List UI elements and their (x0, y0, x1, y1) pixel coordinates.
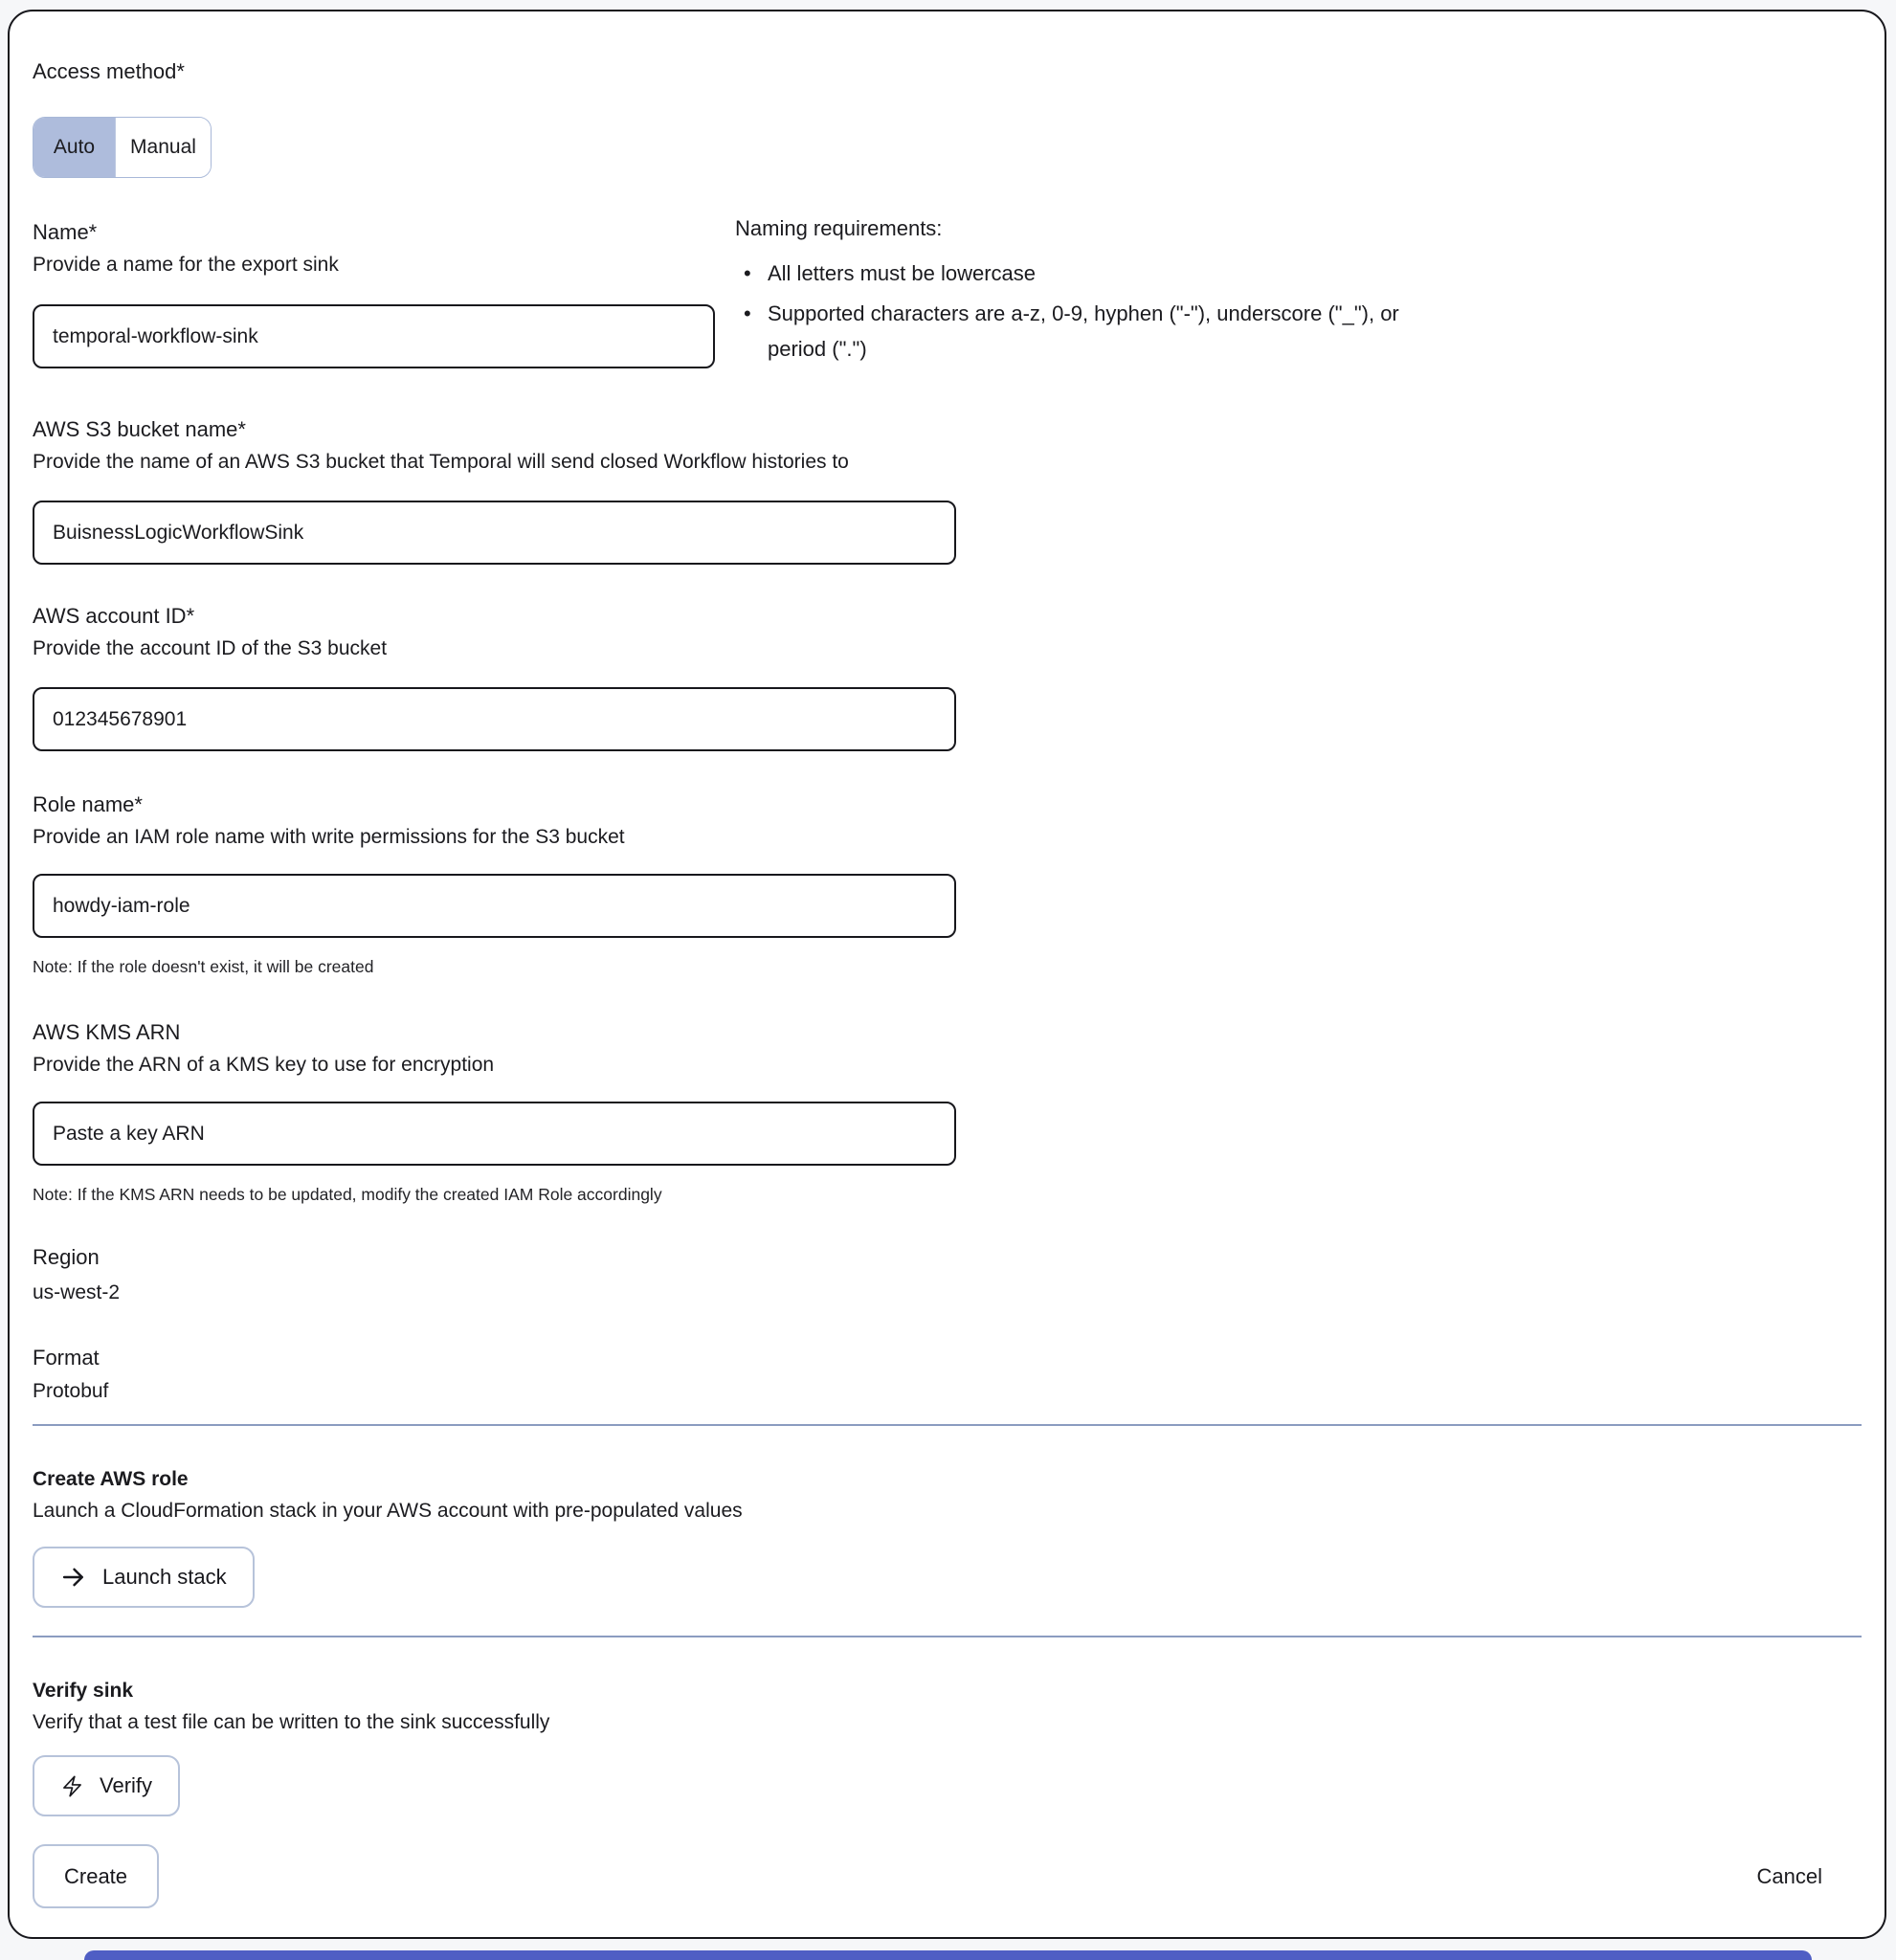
region-label: Region (33, 1245, 100, 1269)
create-button[interactable] (33, 1844, 159, 1908)
launch-stack-button-label: Launch stack (102, 1565, 227, 1589)
kms-arn-note: Note: If the KMS ARN needs to be updated, modify the created IAM Role accordingly (33, 1185, 662, 1204)
kms-arn-label: AWS KMS ARN (33, 1020, 181, 1044)
verify-button-label: Verify (100, 1773, 153, 1797)
s3-bucket-input[interactable] (33, 501, 956, 565)
account-id-label: AWS account ID* (33, 604, 195, 628)
arrow-right-icon (60, 1564, 87, 1591)
access-method-option-manual[interactable] (115, 118, 211, 177)
naming-requirement-item: • Supported characters are a-z, 0-9, hyphen ("-"), underscore ("_"), or period (".") (735, 296, 1443, 367)
format-value: Protobuf (33, 1380, 109, 1402)
account-id-field-group (33, 604, 1862, 751)
account-id-description: Provide the account ID of the S3 bucket (33, 637, 388, 659)
create-aws-role-section (33, 1467, 1862, 1608)
s3-bucket-label: AWS S3 bucket name* (33, 417, 246, 441)
create-aws-role-title: Create AWS role (33, 1468, 189, 1490)
kms-arn-field-group (33, 1020, 1862, 1204)
create-aws-role-description: Launch a CloudFormation stack in your AWS account with pre-populated values (33, 1500, 743, 1522)
cancel-button[interactable]: Cancel (1756, 1863, 1822, 1888)
lightning-bolt-icon (60, 1774, 84, 1798)
kms-arn-input[interactable] (33, 1102, 956, 1166)
bottom-bar-accent (84, 1950, 1812, 1960)
verify-sink-description: Verify that a test file can be written to the sink successfully (33, 1711, 550, 1733)
account-id-input[interactable] (33, 687, 956, 751)
create-button-label: Create (64, 1863, 128, 1888)
section-divider (33, 1636, 1862, 1637)
role-name-note: Note: If the role doesn't exist, it will be created (33, 957, 374, 976)
naming-requirements (735, 215, 1443, 371)
naming-requirements-list (735, 256, 1443, 367)
access-method-label: Access method* (33, 59, 185, 83)
name-input[interactable] (33, 304, 715, 368)
access-method-toggle (33, 117, 212, 178)
verify-button[interactable] (33, 1755, 180, 1816)
form-actions (33, 1844, 1862, 1908)
export-sink-form-panel (8, 10, 1886, 1939)
kms-arn-description: Provide the ARN of a KMS key to use for encryption (33, 1054, 495, 1076)
s3-bucket-description: Provide the name of an AWS S3 bucket that Temporal will send closed Workflow histories to (33, 451, 849, 473)
access-method-option-manual-label: Manual (130, 136, 196, 158)
verify-sink-title: Verify sink (33, 1680, 134, 1702)
name-field-group (33, 220, 715, 371)
format-label: Format (33, 1346, 100, 1370)
role-name-label: Role name* (33, 792, 143, 816)
naming-requirements-title: Naming requirements: (735, 216, 943, 240)
region-value: us-west-2 (33, 1281, 121, 1303)
role-name-input[interactable] (33, 874, 956, 938)
s3-bucket-field-group (33, 417, 1862, 565)
launch-stack-button[interactable] (33, 1547, 255, 1608)
verify-sink-section (33, 1679, 1862, 1816)
name-and-requirements-row (33, 216, 1862, 371)
name-description: Provide a name for the export sink (33, 254, 339, 276)
format-group (33, 1346, 1862, 1404)
access-method-option-auto-label: Auto (53, 136, 96, 158)
name-label: Name* (33, 220, 98, 244)
naming-requirement-item: • All letters must be lowercase (735, 256, 1443, 291)
section-divider (33, 1424, 1862, 1426)
role-name-description: Provide an IAM role name with write permissions for the S3 bucket (33, 826, 625, 848)
role-name-field-group (33, 792, 1862, 976)
access-method-option-auto[interactable] (33, 118, 115, 177)
region-group (33, 1245, 1862, 1305)
